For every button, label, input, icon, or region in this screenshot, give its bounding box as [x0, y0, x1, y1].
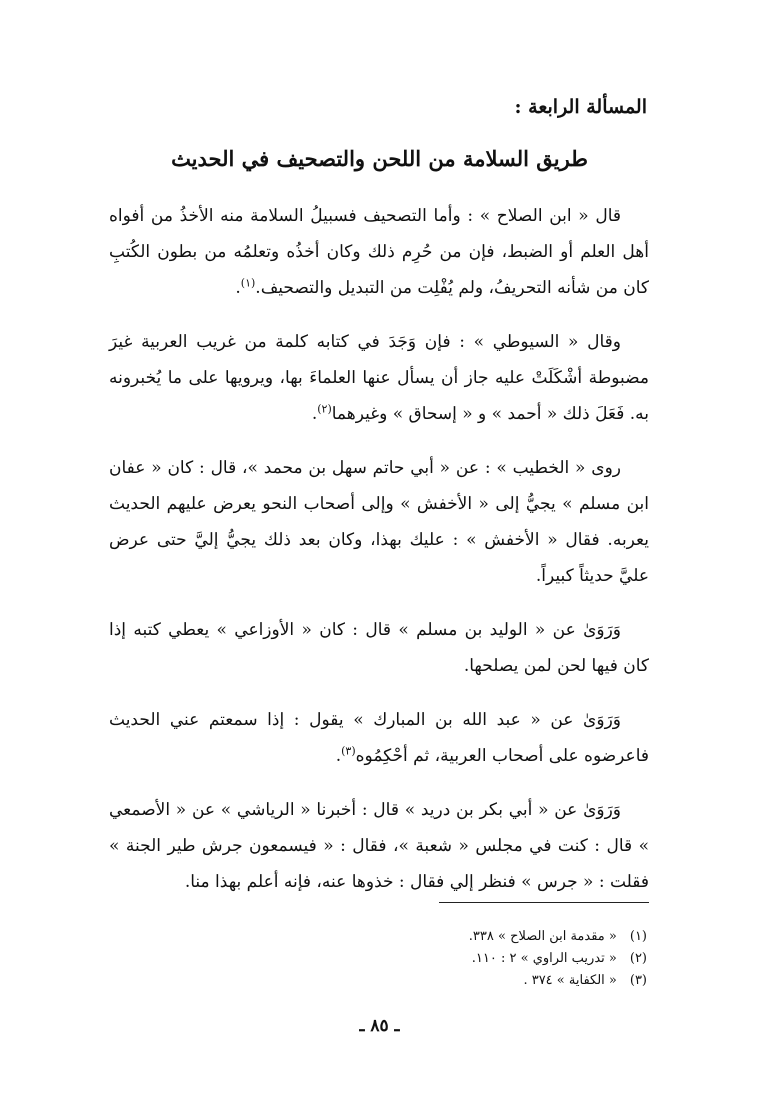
- footnote-number: (٣): [629, 973, 647, 988]
- paragraph-suyuti: وقال « السيوطي » : فإن وَجَدَ في كتابه كلمة من غريب العربية غيرَ مضبوطة أشْكَلَتْ عليه جاز أن يسأل عنها العلماءَ بها، ويرويها على ما يُخبرونه به. فَعَلَ ذلك « أحمد » و « إسحاق » وغيرهما$^{(٢)}$.: [109, 332, 649, 424]
- paragraph-ibn-mubarak: وَرَوَىٰ عن « عبد الله بن المبارك » يقول : إذا سمعتم عني الحديث فاعرضوه على أصحاب العربية، ثم أحْكِمُوه$^{(٣)}$.: [109, 710, 649, 766]
- body-text: [109, 198, 649, 918]
- footnote-item: [247, 948, 647, 970]
- paragraph-awzai: وَرَوَىٰ عن « الوليد بن مسلم » قال : كان « الأوزاعي » يعطي كتبه إذا كان فيها لحن لمن يصلحها.: [109, 620, 649, 676]
- chapter-title: طريق السلامة من اللحن والتصحيف في الحديث: [171, 146, 588, 171]
- footnote-text: « مقدمة ابن الصلاح » ٣٣٨.: [468, 929, 617, 944]
- footnote-item: [247, 926, 647, 948]
- footnote-text: « الكفاية » ٣٧٤ .: [523, 973, 617, 988]
- footnotes: [247, 926, 647, 992]
- paragraph-ibn-salah: قال « ابن الصلاح » : وأما التصحيف فسبيلُ السلامة منه الأخذُ من أفواه أهل العلم أو الضبط، فإن من حُرِم ذلك وكان أخذُه وتعلمُه من بطون الكُتبِ كان من شأنه التحريفُ، ولم يُفْلِت من التبديل والتصحيف.$^{(١)}$.: [109, 206, 649, 298]
- section-heading: المسألة الرابعة :: [514, 96, 647, 118]
- footnote-divider: [439, 902, 649, 903]
- paragraph-khatib: روى « الخطيب » : عن « أبي حاتم سهل بن محمد »، قال : كان « عفان ابن مسلم » يجيُّ إلى « الأخفش » وإلى أصحاب النحو يعرض عليهم الحديث يعربه. فقال « الأخفش » : عليك بهذا، وكان بعد ذلك يجيُّ إليَّ حتى عرض عليَّ حديثاً كبيراً.: [109, 458, 649, 586]
- page-number: ـ ٨٥ ـ: [359, 1016, 400, 1036]
- footnote-ref: (١): [240, 276, 256, 290]
- footnote-ref: (٣): [341, 744, 356, 758]
- footnote-ref: (٢): [317, 402, 332, 416]
- footnote-number: (٢): [629, 951, 647, 966]
- footnote-item: [247, 970, 647, 992]
- footnote-number: (١): [629, 929, 647, 944]
- paragraph-ibn-durayd: وَرَوَىٰ عن « أبي بكر بن دريد » قال : أخبرنا « الرياشي » عن « الأصمعي » قال : كنت في مجلس « شعبة »، فقال : « فيسمعون جرش طير الجنة » فقلت : « جرس » فنظر إلي فقال : خذوها عنه، فإنه أعلم بهذا منا.: [109, 800, 649, 892]
- footnote-text: « تدريب الراوي » ٢ : ١١٠.: [471, 951, 617, 966]
